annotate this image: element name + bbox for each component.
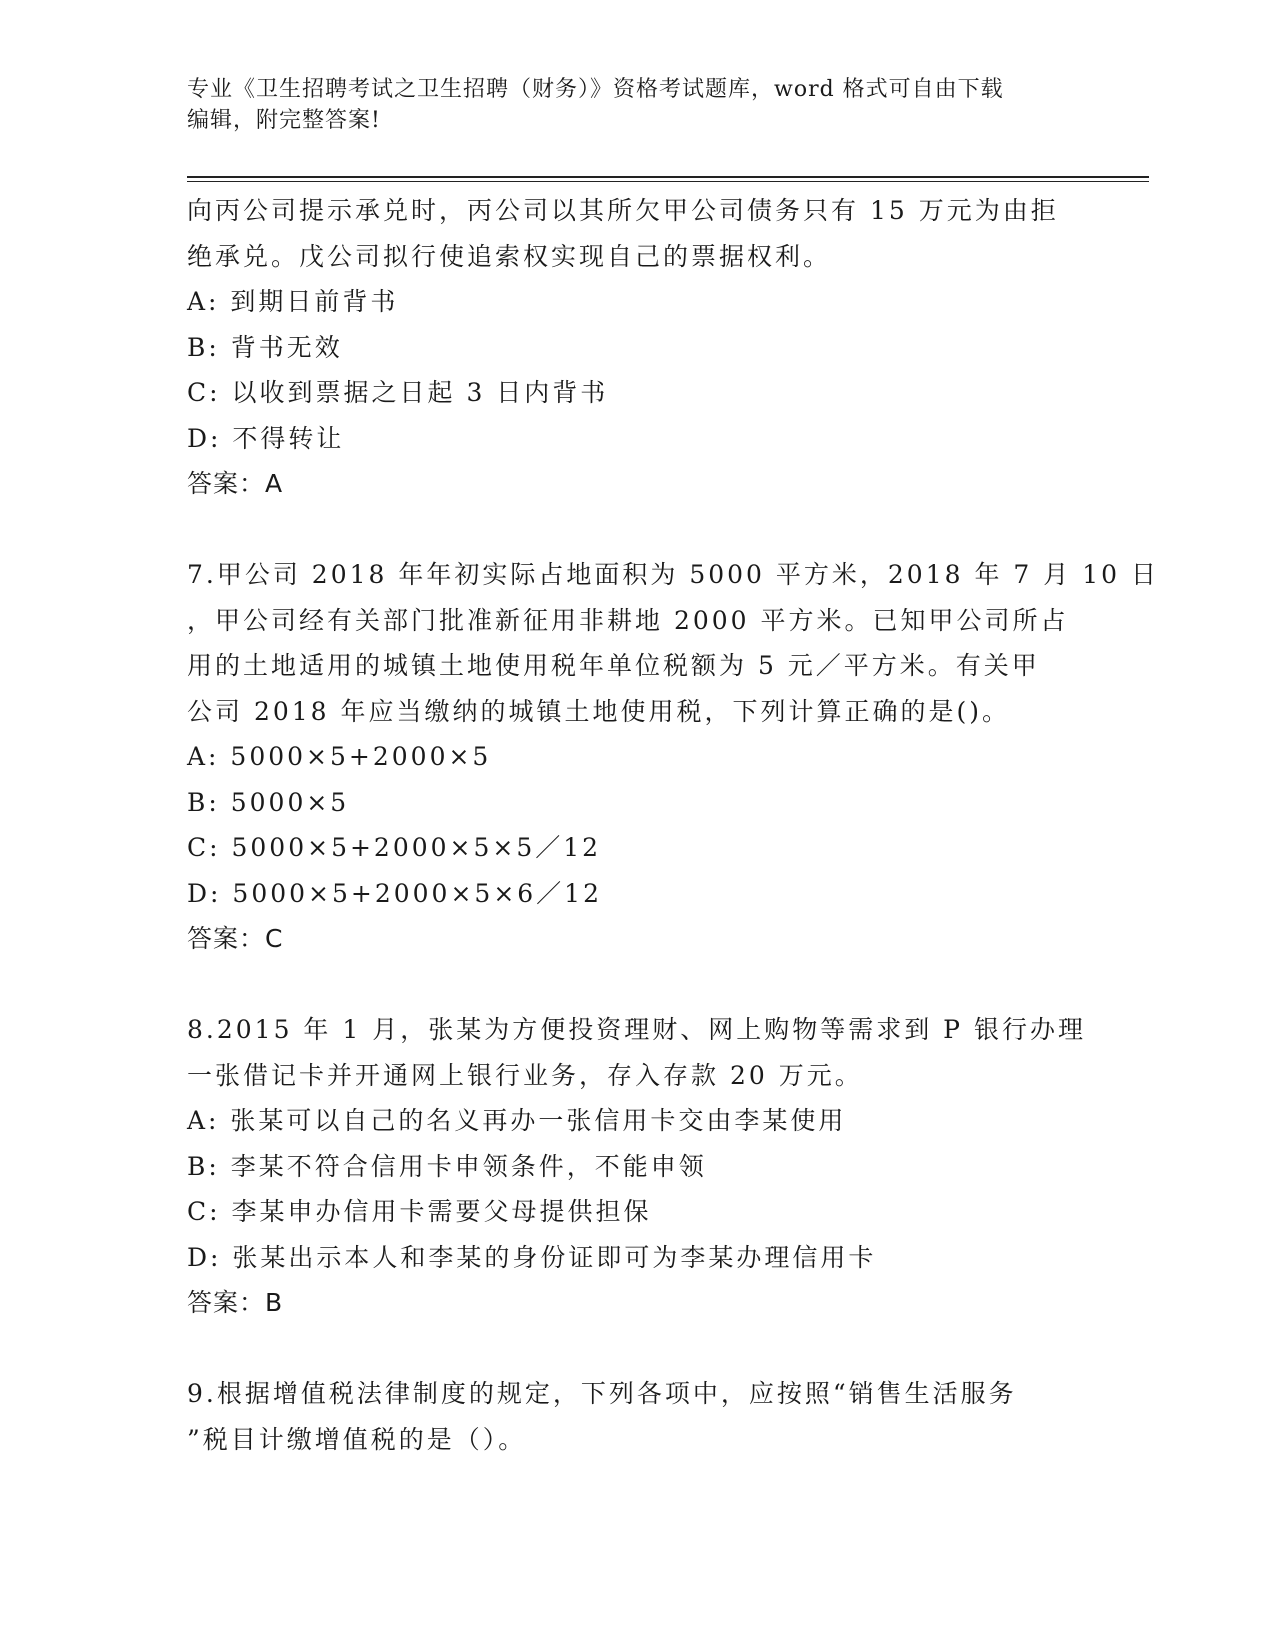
question-text-line: 一张借记卡并开通网上银行业务，存入存款 20 万元。 <box>187 1060 863 1090</box>
question-text-line: 用的土地适用的城镇土地使用税年单位税额为 5 元／平方米。有关甲 <box>187 651 1040 680</box>
question-text-line: ，甲公司经有关部门批准新征用非耕地 2000 平方米。已知甲公司所占 <box>187 605 1069 635</box>
question-text-line: 9.根据增值税法律制度的规定，下列各项中，应按照“销售生活服务 <box>187 1379 1017 1408</box>
spacer <box>187 1326 1087 1372</box>
question-text-line: 向丙公司提示承兑时，丙公司以其所欠甲公司债务只有 15 万元为由拒 <box>187 196 1059 225</box>
option-b: B: 李某不符合信用卡申领条件，不能申领 <box>187 1151 707 1181</box>
header-divider-thick <box>187 176 1149 178</box>
spacer <box>187 962 1087 1008</box>
question-text-line: 绝承兑。戊公司拟行使追索权实现自己的票据权利。 <box>187 241 832 271</box>
header-divider-thin <box>187 181 1149 182</box>
question-7 <box>187 552 1159 962</box>
option-c: C: 5000×5+2000×5×5／12 <box>187 833 602 862</box>
header-line-1: 专业《卫生招聘考试之卫生招聘（财务）》资格考试题库，word 格式可自由下载 <box>187 77 1004 102</box>
option-a: A: 5000×5+2000×5 <box>187 742 492 771</box>
question-text-line: ”税目计缴增值税的是（）。 <box>187 1424 527 1454</box>
option-d: D: 5000×5+2000×5×6／12 <box>187 878 602 908</box>
option-c: C: 以收到票据之日起 3 日内背书 <box>187 378 609 407</box>
question-text-line: 公司 2018 年应当缴纳的城镇土地使用税，下列计算正确的是()。 <box>187 696 1011 726</box>
question-text-line: 7.甲公司 2018 年年初实际占地面积为 5000 平方米，2018 年 7 月 10 日 <box>187 560 1159 589</box>
option-d: D: 不得转让 <box>187 423 345 453</box>
question-text-line: 8.2015 年 1 月，张某为方便投资理财、网上购物等需求到 P 银行办理 <box>187 1015 1086 1044</box>
answer-label: 答案：B <box>187 1288 284 1317</box>
page-header <box>187 74 1087 136</box>
option-b: B: 背书无效 <box>187 332 343 362</box>
question-content <box>187 188 1159 1462</box>
spacer <box>187 507 1087 553</box>
question-8 <box>187 1007 1087 1326</box>
answer-label: 答案：A <box>187 469 284 498</box>
header-line-2: 编辑，附完整答案! <box>187 108 381 133</box>
option-a: A: 张某可以自己的名义再办一张信用卡交由李某使用 <box>187 1106 847 1135</box>
question-6 <box>187 188 1087 507</box>
option-b: B: 5000×5 <box>187 787 350 817</box>
option-d: D: 张某出示本人和李某的身份证即可为李某办理信用卡 <box>187 1242 877 1272</box>
option-c: C: 李某申办信用卡需要父母提供担保 <box>187 1197 652 1226</box>
question-9 <box>187 1371 1087 1462</box>
option-a: A: 到期日前背书 <box>187 287 399 316</box>
answer-label: 答案：C <box>187 924 284 953</box>
